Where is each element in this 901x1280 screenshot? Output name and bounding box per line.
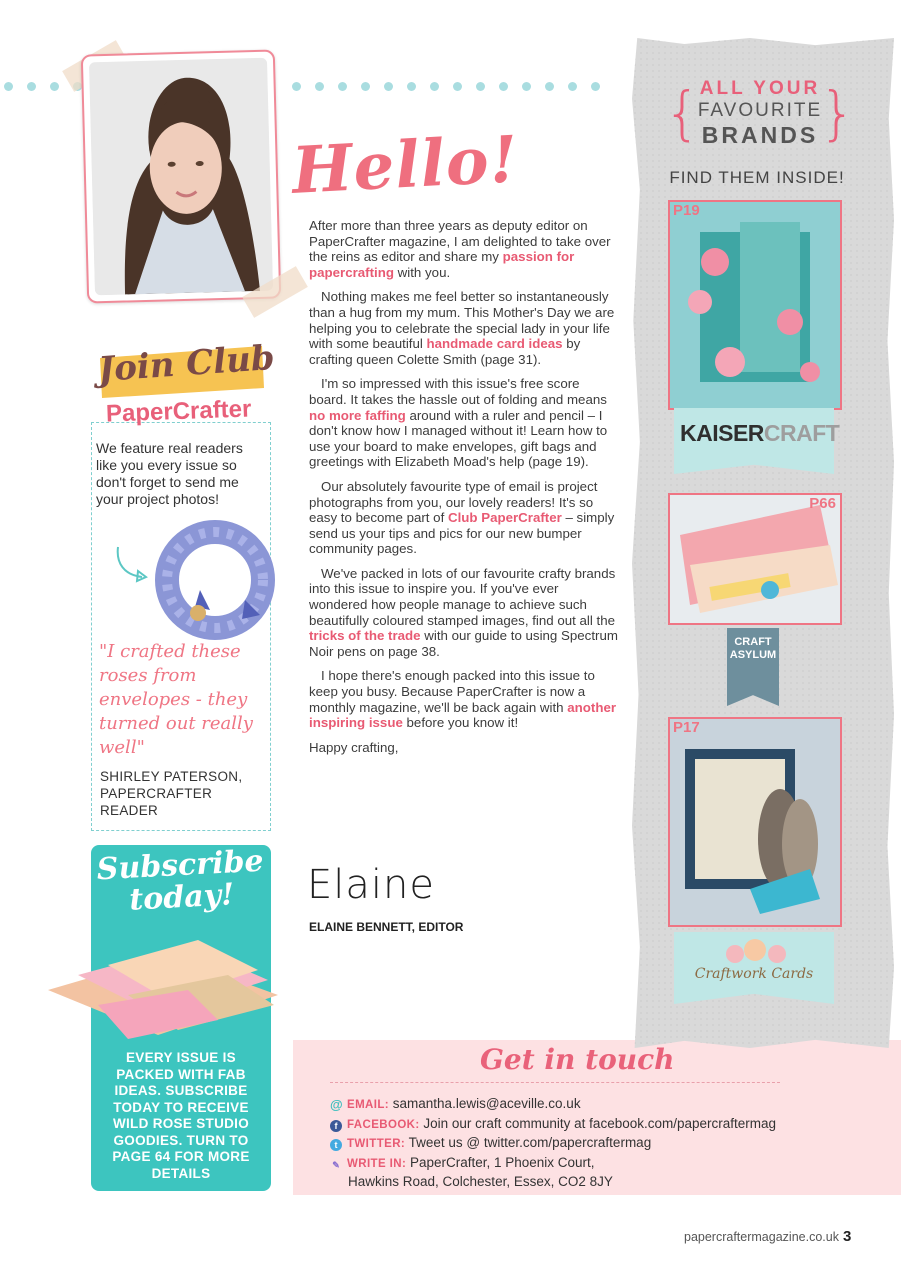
curved-arrow-icon — [112, 545, 152, 585]
kaisercraft-logo: KAISERCRAFT — [680, 420, 840, 446]
letter-paragraph: I hope there's enough packed into this issue to keep you busy. Because PaperCrafter is now a monthly magazine, we'll be back again with another inspiring issue before you know it! — [309, 668, 617, 731]
subscribe-title: Subscribe today! — [95, 843, 265, 918]
facebook-icon: f — [330, 1120, 342, 1132]
email-link[interactable]: samantha.lewis@aceville.co.uk — [392, 1096, 581, 1111]
subscribe-description: EVERY ISSUE IS PACKED WITH FAB IDEAS. SUBSCRIBE TODAY TO RECEIVE WILD ROSE STUDIO GOODIES. TURN TO PAGE 64 FOR MORE DETAILS — [112, 1050, 250, 1181]
reader-credit — [100, 768, 270, 819]
reader-quote: "I crafted these roses from envelopes - they turned out really well" — [99, 641, 253, 758]
twitter-link[interactable]: Tweet us @ twitter.com/papercraftermag — [408, 1135, 652, 1150]
reader-name: SHIRLEY PATERSON, — [100, 769, 243, 784]
reader-role: PAPERCRAFTER READER — [100, 786, 213, 818]
editor-name: ELAINE BENNETT, EDITOR — [309, 920, 464, 934]
contact-write: ✎ WRITE IN: PaperCrafter, 1 Phoenix Court, — [330, 1154, 870, 1174]
contact-title: Get in touch — [480, 1043, 675, 1076]
club-subtitle: PaperCrafter — [105, 395, 252, 428]
twitter-icon: t — [330, 1139, 342, 1151]
brand-photo-craft-asylum[interactable]: P66 — [668, 493, 842, 625]
pen-icon: ✎ — [332, 1159, 340, 1170]
flower-decoration — [705, 938, 805, 966]
editor-portrait-image — [89, 58, 273, 296]
papers-image — [48, 935, 278, 1045]
letter-paragraph: I'm so impressed with this issue's free score board. It takes the hassle out of folding and means no more faffing around with a ruler and pencil – I don't know how I managed without it! Learn how to use your board to make envelopes, gift bags and greetings with Elizabeth Moad's help (page 19). — [309, 376, 608, 470]
editor-letter — [309, 218, 619, 764]
editor-signature: Elaine — [307, 862, 435, 908]
letter-paragraph: After more than three years as deputy editor on PaperCrafter magazine, I am delighted to take over the reins as editor and share my passion for papercrafting with you. — [309, 218, 611, 280]
editor-photo — [81, 50, 281, 304]
page-heading: Hello! — [290, 122, 521, 209]
craftwork-logo: Craftwork Cards — [694, 966, 814, 982]
right-brace-icon: } — [819, 79, 856, 147]
brand-photo-kaisercraft[interactable]: P19 — [668, 200, 842, 410]
dotted-divider-right — [292, 78, 614, 90]
letter-paragraph: We've packed in lots of our favourite crafty brands into this issue to inspire you. If you've ever wondered how people manage to achieve such beautifully coloured stamped images, find out all the tricks of the trade with our guide to using Spectrum Noir pens on page 38. — [309, 565, 618, 659]
contact-twitter: t TWITTER: Tweet us @ twitter.com/papercraftermag — [330, 1134, 870, 1154]
letter-closing: Happy crafting, — [309, 739, 399, 755]
letter-paragraph: Nothing makes me feel better so instantaneously than a hug from my mum. This Mother's Day we are helping you to celebrate the special lady in your life with some beautiful handmade card ideas by crafting queen Colette Smith (page 31). — [309, 289, 615, 367]
letter-paragraph: Our absolutely favourite type of email is project photographs from you, our lovely readers! It's so easy to become part of Club PaperCrafter – simply send us your tips and pics for our new bumper community pages. — [309, 478, 615, 557]
craft-asylum-logo: CRAFT ASYLUM — [729, 636, 777, 661]
rose-wreath-image — [150, 515, 280, 645]
footer — [684, 1228, 851, 1245]
contact-divider — [330, 1082, 780, 1083]
brands-heading: { } ALL YOUR FAVOURITE BRANDS — [664, 78, 856, 148]
footer-site[interactable]: papercraftermagazine.co.uk — [684, 1230, 839, 1244]
page-number: 3 — [842, 1228, 852, 1245]
at-icon: @ — [330, 1097, 343, 1112]
brands-subtitle: FIND THEM INSIDE! — [669, 168, 845, 187]
contact-facebook: f FACEBOOK: Join our craft community at facebook.com/papercraftermag — [330, 1115, 870, 1135]
brand-photo-craftwork[interactable]: P17 — [668, 717, 842, 927]
contact-address: Hawkins Road, Colchester, Essex, CO2 8JY — [348, 1174, 613, 1189]
club-title: Join Club — [96, 337, 276, 391]
facebook-link[interactable]: Join our craft community at facebook.com/papercraftermag — [423, 1115, 777, 1131]
contact-list — [330, 1095, 870, 1192]
contact-email: @ EMAIL: samantha.lewis@aceville.co.uk — [330, 1096, 581, 1112]
left-brace-icon: { — [664, 79, 701, 147]
club-description: We feature real readers like you every issue so don't forget to send me your project photos! — [96, 440, 243, 507]
